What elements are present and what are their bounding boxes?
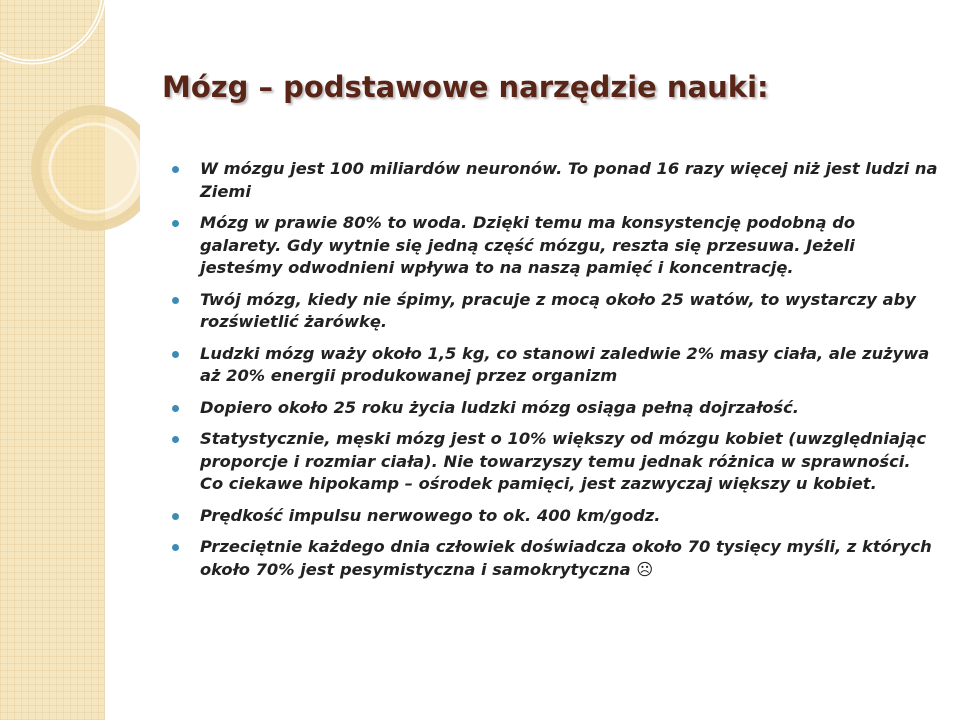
bullet-marker-icon [172, 405, 179, 412]
slide-title: Mózg – podstawowe narzędzie nauki: [162, 70, 769, 104]
bullet-text: Twój mózg, kiedy nie śpimy, pracuje z mocą około 25 watów, to wystarczy aby rozświetlić żarówkę. [200, 289, 916, 331]
bullet-text: Mózg w prawie 80% to woda. Dzięki temu ma konsystencję podobną do galarety. Gdy wytnie się jedną część mózgu, reszta się przesuwa. Jeżeli jesteśmy odwodnieni wpływa to na naszą pamięć i koncentrację. [200, 213, 856, 277]
bullet-marker-icon [172, 297, 179, 304]
bullet-item [168, 212, 938, 280]
bullet-marker-icon [172, 544, 179, 551]
bullet-text: Przeciętnie każdego dnia człowiek doświadcza około 70 tysięcy myśli, z których około 70% jest pesymistyczna i samokrytyczna ☹ [200, 537, 932, 579]
bullet-item [168, 343, 938, 388]
bullet-text: Statystycznie, męski mózg jest o 10% większy od mózgu kobiet (uwzględniając proporcje i rozmiar ciała). Nie towarzyszy temu jednak różnica w sprawności. Co ciekawe hipokamp – ośrodek pamięci, jest zazwyczaj większy u kobiet. [200, 429, 927, 493]
decorative-rings [0, 0, 140, 260]
bullet-text: Ludzki mózg waży około 1,5 kg, co stanowi zaledwie 2% masy ciała, ale zużywa aż 20% energii produkowanej przez organizm [200, 343, 930, 385]
bullet-marker-icon [172, 166, 179, 173]
bullet-marker-icon [172, 436, 179, 443]
bullet-item [168, 158, 938, 203]
bullet-list [168, 158, 938, 590]
bullet-marker-icon [172, 351, 179, 358]
bullet-item [168, 428, 938, 496]
bullet-text: Prędkość impulsu nerwowego to ok. 400 km/godz. [200, 505, 661, 525]
bullet-item [168, 397, 938, 420]
bullet-text: Dopiero około 25 roku życia ludzki mózg osiąga pełną dojrzałość. [200, 397, 799, 417]
bullet-item [168, 536, 938, 581]
bullet-item [168, 289, 938, 334]
bullet-marker-icon [172, 220, 179, 227]
bullet-marker-icon [172, 513, 179, 520]
bullet-item [168, 505, 938, 528]
bullet-text: W mózgu jest 100 miliardów neuronów. To ponad 16 razy więcej niż jest ludzi na Ziemi [200, 159, 938, 201]
